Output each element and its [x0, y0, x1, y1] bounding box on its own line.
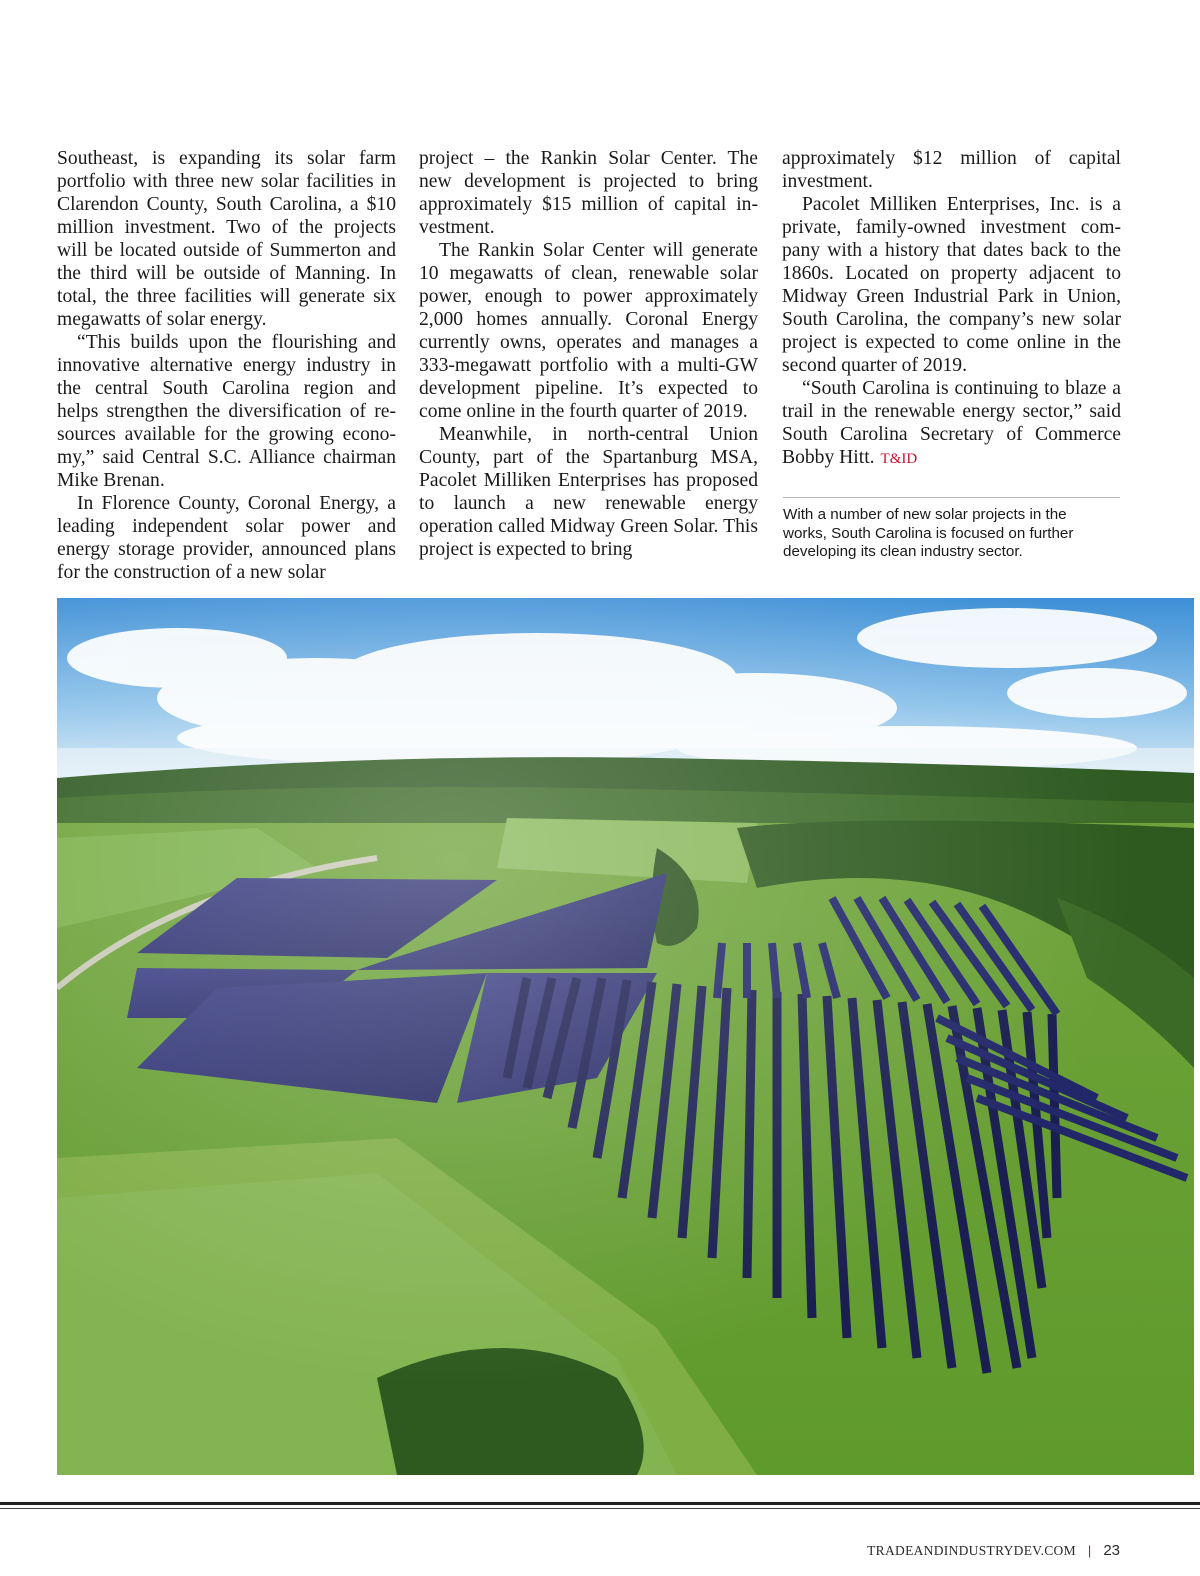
footer-rule: [0, 1502, 1200, 1505]
paragraph-text: “South Carolina is continuing to blaze a trail in the renewable energy sector,” said South Carolina Secretary of Commerce Bobby Hitt.: [782, 378, 1121, 468]
article-column-3: [782, 147, 1121, 471]
photo-caption: With a number of new solar projects in the works, South Carolina is focused on further developing its clean industry sector.: [783, 506, 1074, 560]
paragraph: Meanwhile, in north-central Union County, part of the Spartanburg MSA, Pacolet Milliken Enterprises has proposed to launch a new renewable energy operation called Midway Green Solar. This project is expected to bring: [419, 424, 758, 560]
website-url[interactable]: TRADEANDINDUSTRYDEV.COM: [867, 1542, 1076, 1558]
article-column-1: [57, 147, 396, 584]
paragraph: In Florence County, Coronal Energy, a leading independent solar power and energy storage provider, announced plans for the construction of a new solar: [57, 493, 396, 583]
paragraph: Pacolet Milliken Enterprises, Inc. is a private, family-owned investment company with a history that dates back to the 1860s. Located on property adjacent to Midway Green Industrial Park in Union, South Carolina, the company’s new solar project is expected to come online in the second quarter of 2019.: [782, 194, 1121, 376]
end-mark: T&ID: [880, 451, 918, 467]
footer-rule-thin: [0, 1508, 1200, 1509]
page-number: 23: [1103, 1542, 1120, 1559]
paragraph: Southeast, is expanding its solar farm portfolio with three new solar facilities in Clarendon County, South Carolina, a $10 million investment. Two of the projects will be located outside of Summerton and the third will be outside of Manning. In total, the three facilities will generate six megawatts of solar energy.: [57, 148, 396, 330]
footer-separator: |: [1087, 1543, 1092, 1558]
paragraph: “This builds upon the flourishing and innovative alternative energy industry in the central South Carolina region and helps strengthen the diversification of resources available for the growing economy,” said Central S.C. Alliance chairman Mike Brenan.: [57, 332, 396, 491]
page-footer: [867, 1542, 1120, 1559]
paragraph: The Rankin Solar Center will generate 10 megawatts of clean, renewable solar power, enough to power approximately 2,000 homes annually. Coronal Energy currently owns, operates and manages a 333-megawatt portfolio with a multi-GW development pipeline. It’s expected to come online in the fourth quarter of 2019.: [419, 240, 758, 422]
solar-farm-aerial-photo: [57, 598, 1194, 1475]
paragraph: approximately $12 million of capital investment.: [782, 148, 1121, 192]
article-column-2: [419, 147, 758, 561]
caption-divider: [783, 497, 1120, 498]
paragraph: project – the Rankin Solar Center. The new development is projected to bring approximately $15 million of capital investment.: [419, 148, 758, 238]
paragraph: [782, 377, 1121, 471]
